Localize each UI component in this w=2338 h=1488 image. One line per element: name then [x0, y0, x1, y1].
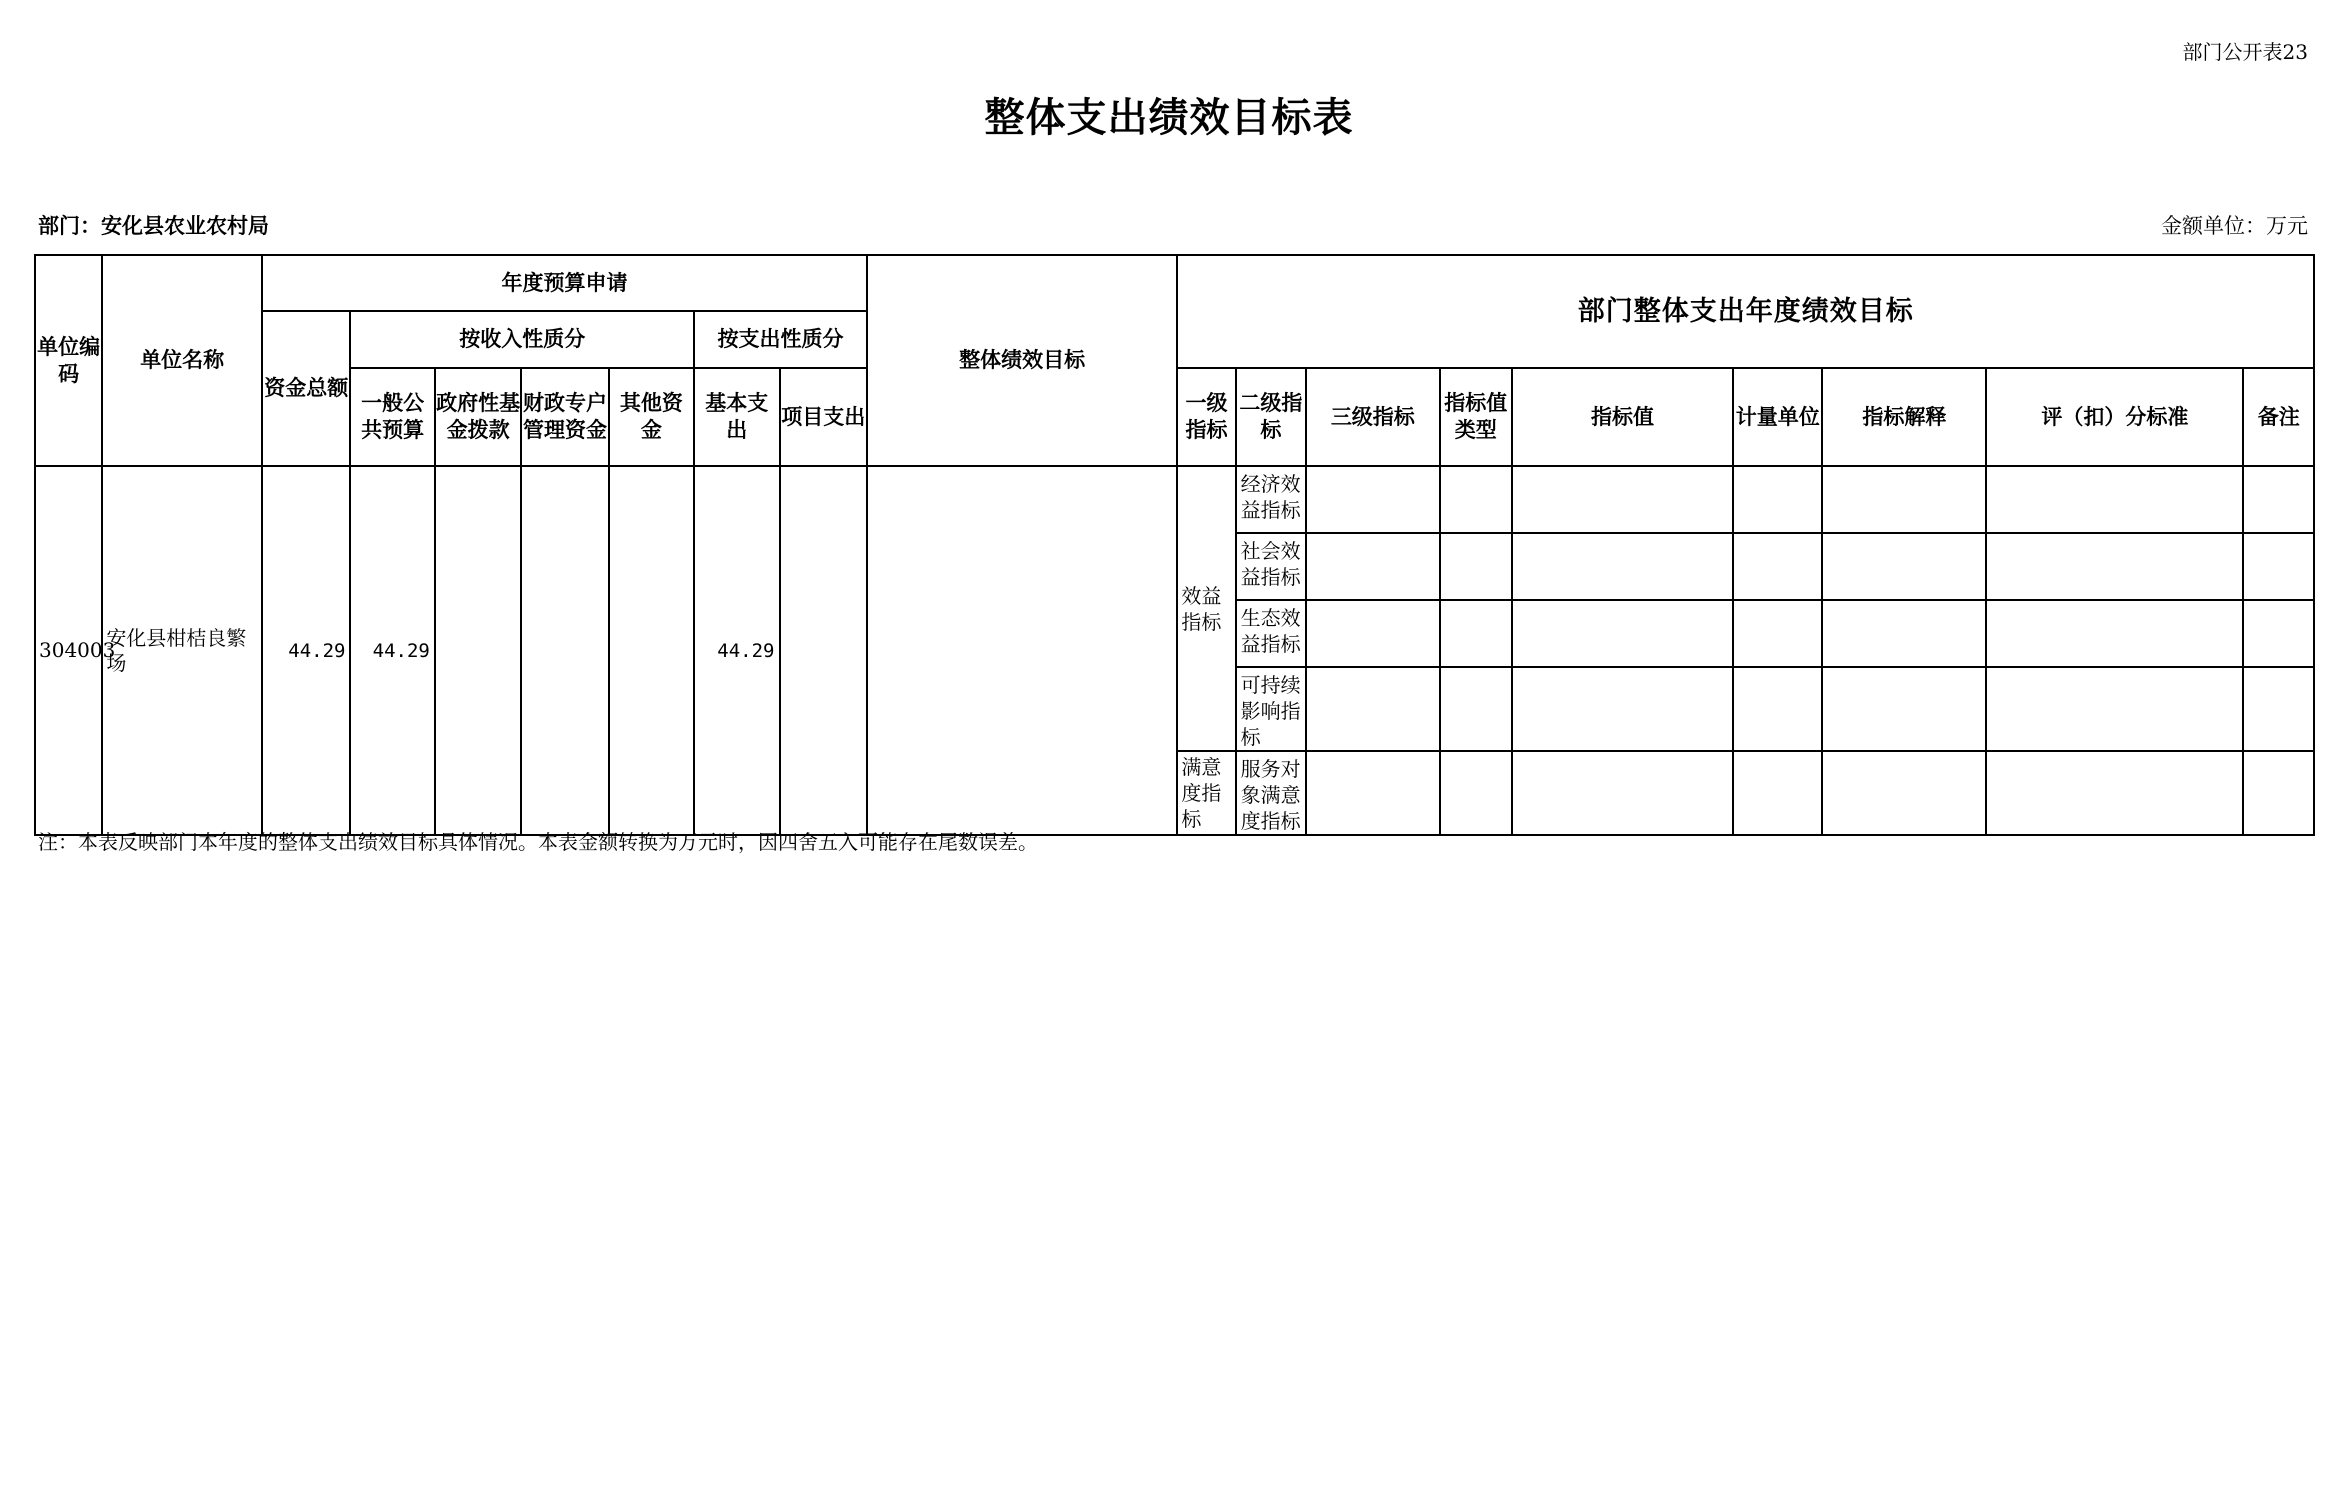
- page-title: 整体支出绩效目标表: [984, 95, 1354, 141]
- header-special-account: 财政专户管理资金: [521, 368, 608, 466]
- header-dept-annual-goal: 部门整体支出年度绩效目标: [1177, 255, 2314, 368]
- header-overall-goal: 整体绩效目标: [867, 255, 1177, 466]
- header-explanation: 指标解释: [1822, 368, 1986, 466]
- level2-social-cell: 社会效益指标: [1236, 533, 1306, 600]
- performance-table: [34, 254, 2315, 836]
- header-by-income: 按收入性质分: [350, 311, 694, 368]
- level1-satisfaction-cell: 满意度指标: [1177, 751, 1235, 835]
- indicator-row: [35, 466, 2314, 533]
- overall-goal-cell: [867, 466, 1177, 835]
- project-expense-cell: [780, 466, 867, 835]
- unit-code-cell: 304003: [35, 466, 102, 835]
- other-funds-cell: [609, 466, 694, 835]
- unit-name-cell: 安化县柑桔良繁场: [102, 466, 262, 835]
- header-scoring: 评（扣）分标准: [1986, 368, 2243, 466]
- header-level2: 二级指标: [1236, 368, 1306, 466]
- header-basic-expense: 基本支出: [694, 368, 779, 466]
- header-indicator-value: 指标值: [1512, 368, 1733, 466]
- header-gov-fund: 政府性基金拨款: [435, 368, 521, 466]
- header-level1: 一级指标: [1177, 368, 1235, 466]
- header-other-funds: 其他资金: [609, 368, 694, 466]
- general-budget-cell: 44.29: [350, 466, 434, 835]
- form-number: 部门公开表23: [2182, 40, 2308, 64]
- total-funds-cell: 44.29: [262, 466, 350, 835]
- level1-benefit-cell: 效益指标: [1177, 466, 1235, 751]
- header-unit-code: 单位编码: [35, 255, 102, 466]
- header-measure-unit: 计量单位: [1733, 368, 1822, 466]
- level2-service-satisfaction-cell: 服务对象满意度指标: [1236, 751, 1306, 835]
- header-level3: 三级指标: [1306, 368, 1440, 466]
- basic-expense-cell: 44.29: [694, 466, 779, 835]
- level2-sustainability-cell: 可持续影响指标: [1236, 667, 1306, 751]
- header-annual-budget: 年度预算申请: [262, 255, 867, 311]
- level2-economic-cell: 经济效益指标: [1236, 466, 1306, 533]
- header-unit-name: 单位名称: [102, 255, 262, 466]
- header-project-expense: 项目支出: [780, 368, 867, 466]
- header-remarks: 备注: [2243, 368, 2314, 466]
- header-general-budget: 一般公共预算: [350, 368, 434, 466]
- level2-ecological-cell: 生态效益指标: [1236, 600, 1306, 667]
- header-by-expense: 按支出性质分: [694, 311, 867, 368]
- amount-unit-label: 金额单位：万元: [2161, 214, 2308, 238]
- header-total-funds: 资金总额: [262, 311, 350, 466]
- special-account-cell: [521, 466, 608, 835]
- footnote: 注：本表反映部门本年度的整体支出绩效目标具体情况。本表金额转换为万元时，因四舍五入可能存在尾数误差。: [38, 830, 1038, 854]
- header-value-type: 指标值类型: [1440, 368, 1512, 466]
- gov-fund-cell: [435, 466, 521, 835]
- department-label: 部门：安化县农业农村局: [38, 214, 269, 238]
